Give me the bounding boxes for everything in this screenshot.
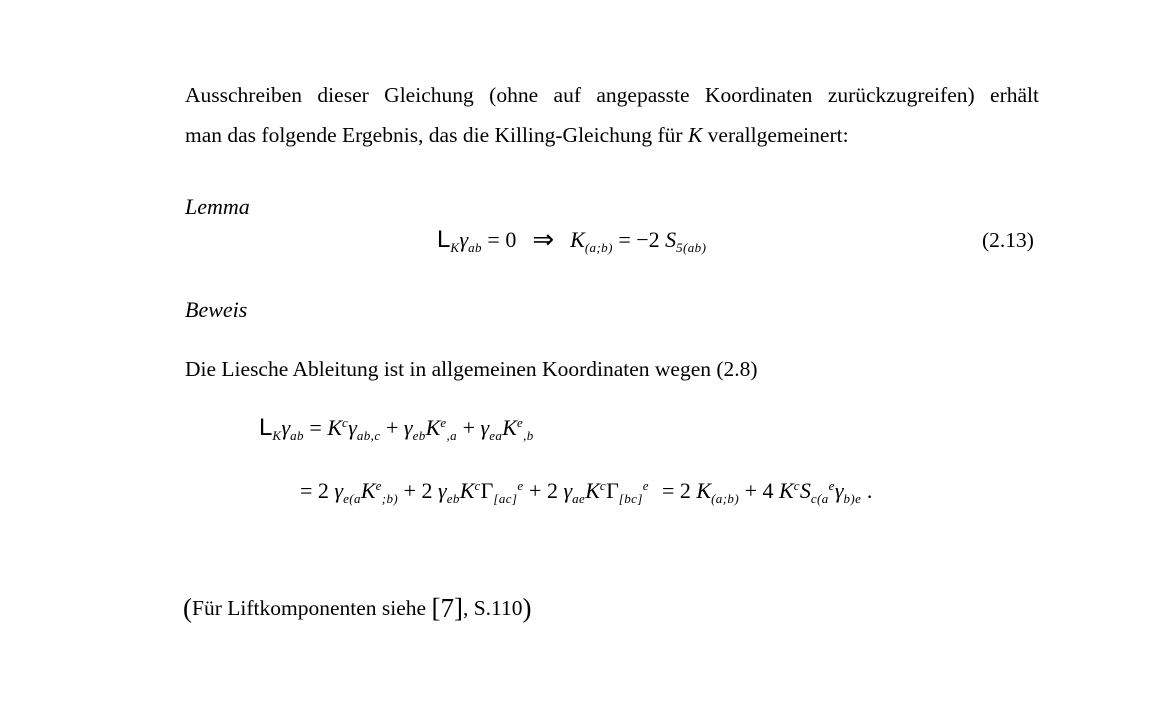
beweis-heading: Beweis <box>185 297 248 322</box>
intro-paragraph-line2: man das folgende Ergebnis, das die Killing-Gleichung für K verallgemeinert: <box>185 123 849 147</box>
intro-paragraph <box>185 75 1039 155</box>
footnote-reference: (Für Liftkomponenten siehe [7], S.110) <box>183 593 532 623</box>
lie-derivative-equation-line1: $L_K\gamma_{ab} = K^c\gamma_{ab,c} + \gamma_{eb}K^e_{,a} + \gamma_{ea}K^e_{,b}$ <box>259 414 534 443</box>
lemma-heading: Lemma <box>185 194 250 219</box>
intro-paragraph-line1: Ausschreiben dieser Gleichung (ohne auf angepasste Koordinaten zurückzugreifen) erhält <box>185 83 1039 107</box>
lie-derivative-equation-line2: = 2 $\gamma_{e(a}K^e_{;b)} + 2$ $\gamma_{eb}K^c\Gamma_{[ac]}^e + 2$ $\gamma_{ae}K^c\Gamma_{[bc]}^e = 2$ $K_{(a;b)} + 4$ $K^cS_{c(a}^e\gamma_{b)e}$ . <box>300 478 873 506</box>
proof-intro-text: Die Liesche Ableitung ist in allgemeinen Koordinaten wegen (2.8) <box>185 357 758 381</box>
equation-number-2-13: (2.13) <box>982 228 1034 252</box>
killing-equation-2-13: $L_K\gamma_{ab} = 0$ ⇒ $K_{(a;b)} = -2$ $S_{5(ab)}$ <box>437 225 707 255</box>
